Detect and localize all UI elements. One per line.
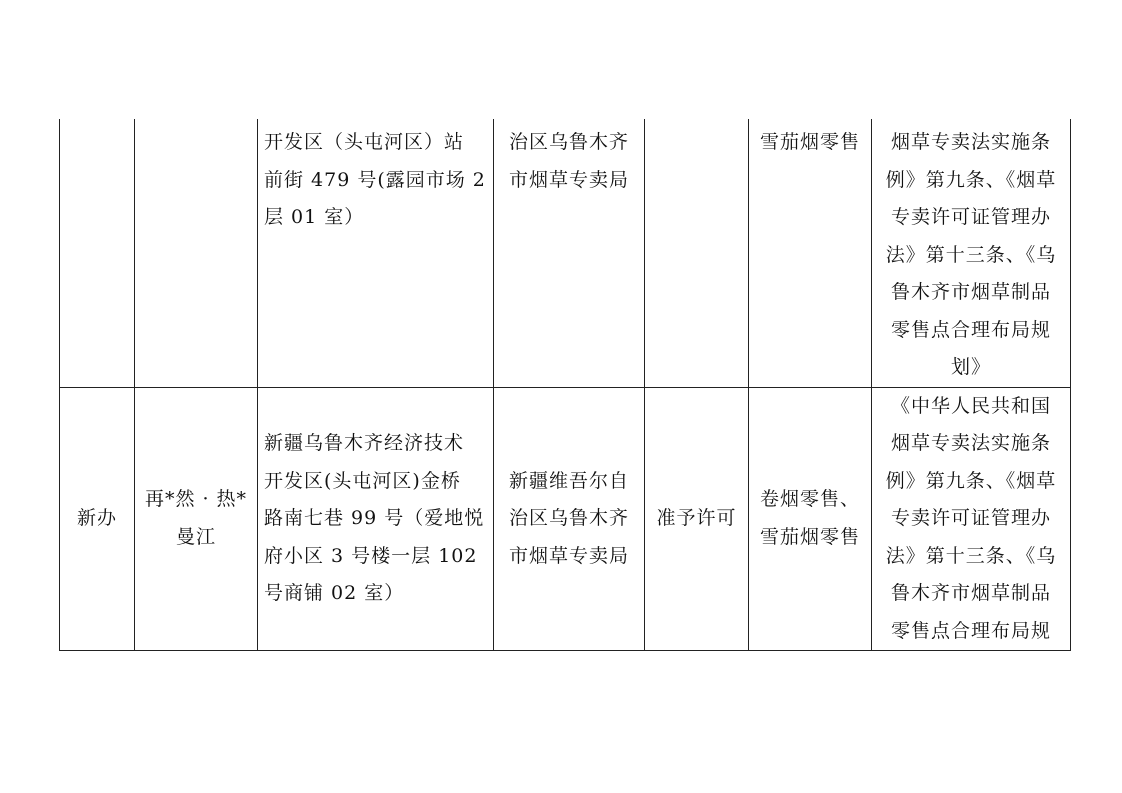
address-cell: 新疆乌鲁木齐经济技术 开发区(头屯河区)金桥 路南七巷 99 号（爱地悦 府小区 3 号楼一层 102 号商铺 02 室） <box>258 387 494 651</box>
table-row <box>60 387 1071 651</box>
decision-cell: 准予许可 <box>645 387 749 651</box>
type-cell <box>60 119 135 387</box>
authority-cell: 新疆维吾尔自 治区乌鲁木齐 市烟草专卖局 <box>494 387 645 651</box>
basis-cell: 烟草专卖法实施条 例》第九条、《烟草 专卖许可证管理办 法》第十三条、《乌 鲁木齐市烟草制品 零售点合理布局规 划》 <box>872 119 1071 387</box>
type-cell: 新办 <box>60 387 135 651</box>
table-row <box>60 119 1071 387</box>
name-cell <box>135 119 258 387</box>
decision-cell <box>645 119 749 387</box>
name-cell: 再*然 · 热* 曼江 <box>135 387 258 651</box>
basis-cell: 《中华人民共和国 烟草专卖法实施条 例》第九条、《烟草 专卖许可证管理办 法》第十三条、《乌 鲁木齐市烟草制品 零售点合理布局规 <box>872 387 1071 651</box>
scope-cell: 卷烟零售、 雪茄烟零售 <box>749 387 872 651</box>
address-cell: 开发区（头屯河区）站 前街 479 号(露园市场 2 层 01 室） <box>258 119 494 387</box>
authority-cell: 治区乌鲁木齐 市烟草专卖局 <box>494 119 645 387</box>
permit-table <box>59 119 1071 651</box>
scope-cell: 雪茄烟零售 <box>749 119 872 387</box>
